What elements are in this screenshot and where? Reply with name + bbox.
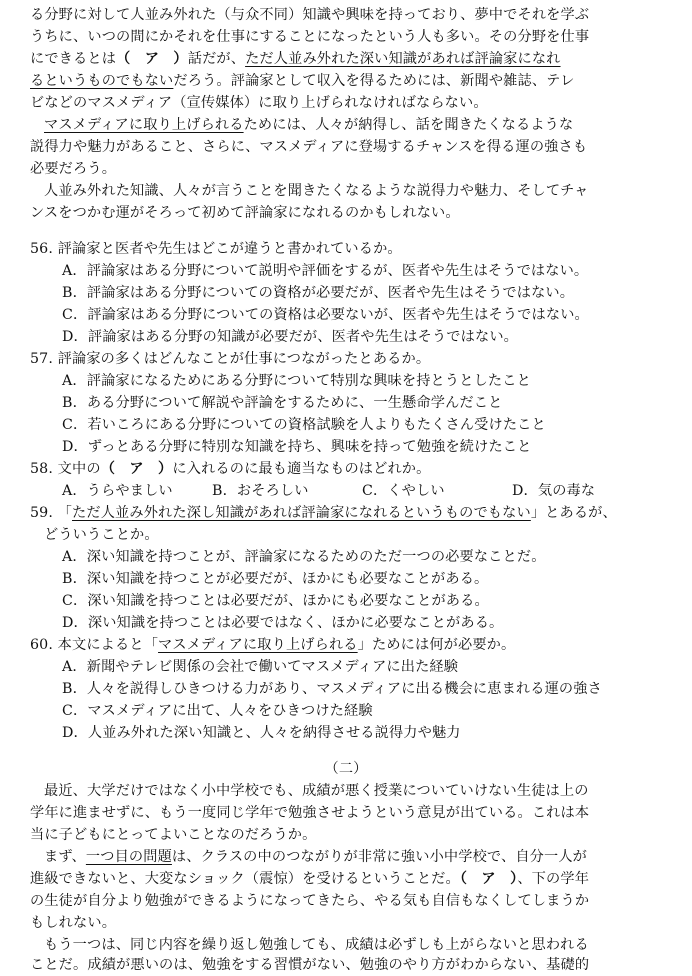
question-59-option-c[interactable]: C．深い知識を持つことは必要だが、ほかにも必要なことがある。 bbox=[62, 593, 489, 609]
question-56-option-d[interactable]: D．評論家はある分野の知識が必要だが、医者や先生はそうではない。 bbox=[62, 329, 518, 345]
question-56-option-c[interactable]: C．評論家はある分野についての資格は必要ないが、医者や先生はそうではない。 bbox=[62, 307, 589, 323]
question-57-stem: 57. 評論家の多くはどんなことが仕事につながったとあるか。 bbox=[30, 351, 431, 367]
passage-line: 説得力や魅力があること、さらに、マスメディアに登場するチャンスを得る運の強さも bbox=[30, 139, 588, 155]
passage-line: 当に子どもにとってよいことなのだろうか。 bbox=[30, 827, 317, 843]
passage-line: の生徒が自分より勉強ができるようになってきたら、やる気も自信もなくしてしまうか bbox=[30, 893, 590, 909]
passage-line: 最近、大学だけではなく小中学校でも、成績が悪く授業についていけない生徒は上の bbox=[44, 783, 589, 799]
underlined-phrase: ただ人並み外れた深い知識があれば評論家になれ bbox=[245, 51, 561, 67]
question-57-option-b[interactable]: B．ある分野について解説や評論をするために、一生懸命学んだこと bbox=[62, 395, 503, 411]
passage-line: マスメディアに取り上げられるためには、人々が納得し、話を聞きたくなるような bbox=[44, 117, 574, 133]
blank-a: （ ア ） bbox=[100, 461, 173, 477]
question-57-option-a[interactable]: A．評論家になるためにある分野について特別な興味を持とうとしたこと bbox=[62, 373, 531, 389]
question-58-option-d[interactable]: D．気の毒な bbox=[512, 483, 596, 499]
quoted-phrase: ただ人並み外れた深し知識があれば評論家になれるというものでもない bbox=[72, 505, 531, 521]
blank-a: （ ア ） bbox=[116, 51, 188, 67]
passage-line: る分野に対して人並み外れた（与众不同）知識や興味を持っており、夢中でそれを学ぶ bbox=[30, 7, 590, 23]
question-59-option-a[interactable]: A．深い知識を持つことが、評論家になるためのただ一つの必要なことだ。 bbox=[62, 549, 546, 565]
question-58-option-c[interactable]: C．くやしい bbox=[362, 483, 445, 499]
passage-line: もしれない。 bbox=[30, 915, 117, 931]
underlined-phrase: マスメディアに取り上げられる bbox=[44, 117, 244, 133]
question-59-stem: 59. 「ただ人並み外れた深し知識があれば評論家になれるというものでもない」とあるが、 bbox=[30, 505, 617, 521]
passage-line: 学年に進ませずに、もう一度同じ学年で勉強させようという意見が出ている。これは本 bbox=[30, 805, 590, 821]
section-heading: （二） bbox=[324, 761, 368, 777]
question-57-option-d[interactable]: D．ずっとある分野に特別な知識を持ち、興味を持って勉強を続けたこと bbox=[62, 439, 532, 455]
blank-a: （ ア ） bbox=[459, 871, 518, 887]
passage-line: うちに、いつの間にかそれを仕事にすることになったという人も多い。その分野を仕事 bbox=[30, 29, 590, 45]
question-60-option-d[interactable]: D．人並み外れた深い知識と、人々を納得させる説得力や魅力 bbox=[62, 725, 461, 741]
passage-line: ビなどのマスメディア（宣传媒体）に取り上げられなければならない。 bbox=[30, 95, 488, 111]
question-58-stem: 58. 文中の（ ア ）に入れるのに最も適当なものはどれか。 bbox=[30, 461, 431, 477]
question-59-stem-cont: どういうことか。 bbox=[44, 527, 159, 543]
passage-line: 進級できないと、大変なショック（震惊）を受けるということだ。（ ア ）、下の学年 bbox=[30, 871, 590, 887]
passage-line: まず、一つ目の問題は、クラスの中のつながりが非常に強い小中学校で、自分一人が bbox=[44, 849, 588, 865]
passage-line: ことだ。成績が悪いのは、勉強をする習慣がない、勉強のやり方がわからない、基礎的 bbox=[30, 957, 590, 973]
question-56-stem: 56. 評論家と医者や先生はどこが違うと書かれているか。 bbox=[30, 241, 402, 257]
question-57-option-c[interactable]: C．若いころにある分野についての資格試験を人よりもたくさん受けたこと bbox=[62, 417, 546, 433]
question-60-option-a[interactable]: A．新聞やテレビ関係の会社で働いてマスメディアに出た経験 bbox=[62, 659, 459, 675]
passage-line: もう一つは、同じ内容を繰り返し勉強しても、成績は必ずしも上がらないと思われる bbox=[44, 937, 589, 953]
question-59-option-b[interactable]: B．深い知識を持つことが必要だが、ほかにも必要なことがある。 bbox=[62, 571, 489, 587]
passage-line: 必要だろう。 bbox=[30, 161, 117, 177]
passage-line: るというものでもないだろう。評論家として収入を得るためには、新聞や雑誌、テレ bbox=[30, 73, 575, 89]
passage-line: ンスをつかむ運がそろって初めて評論家になれるのかもしれない。 bbox=[30, 205, 460, 221]
underlined-phrase: 一つ目の問題 bbox=[85, 849, 172, 865]
question-58-option-b[interactable]: B．おそろしい bbox=[212, 483, 309, 499]
quoted-phrase: マスメディアに取り上げられる bbox=[158, 637, 358, 653]
question-59-option-d[interactable]: D．深い知識を持つことは必要ではなく、ほかに必要なことがある。 bbox=[62, 615, 504, 631]
underlined-phrase: るというものでもない bbox=[30, 73, 174, 89]
question-56-option-a[interactable]: A．評論家はある分野について説明や評価をするが、医者や先生はそうではない。 bbox=[62, 263, 589, 279]
passage-line: 人並み外れた知識、人々が言うことを聞きたくなるような説得力や魅力、そしてチャ bbox=[44, 183, 589, 199]
question-60-option-c[interactable]: C．マスメディアに出て、人々をひきつけた経験 bbox=[62, 703, 373, 719]
question-60-stem: 60. 本文によると「マスメディアに取り上げられる」ためには何が必要か。 bbox=[30, 637, 516, 653]
question-56-option-b[interactable]: B．評論家はある分野についての資格が必要だが、医者や先生はそうではない。 bbox=[62, 285, 575, 301]
question-60-option-b[interactable]: B．人々を説得しひきつける力があり、マスメディアに出る機会に恵まれる運の強さ bbox=[62, 681, 602, 697]
passage-line: にできるとは（ ア ）話だが、ただ人並み外れた深い知識があれば評論家になれ bbox=[30, 51, 561, 67]
question-58-option-a[interactable]: A．うらやましい bbox=[62, 483, 173, 499]
question-58-options bbox=[62, 480, 662, 502]
